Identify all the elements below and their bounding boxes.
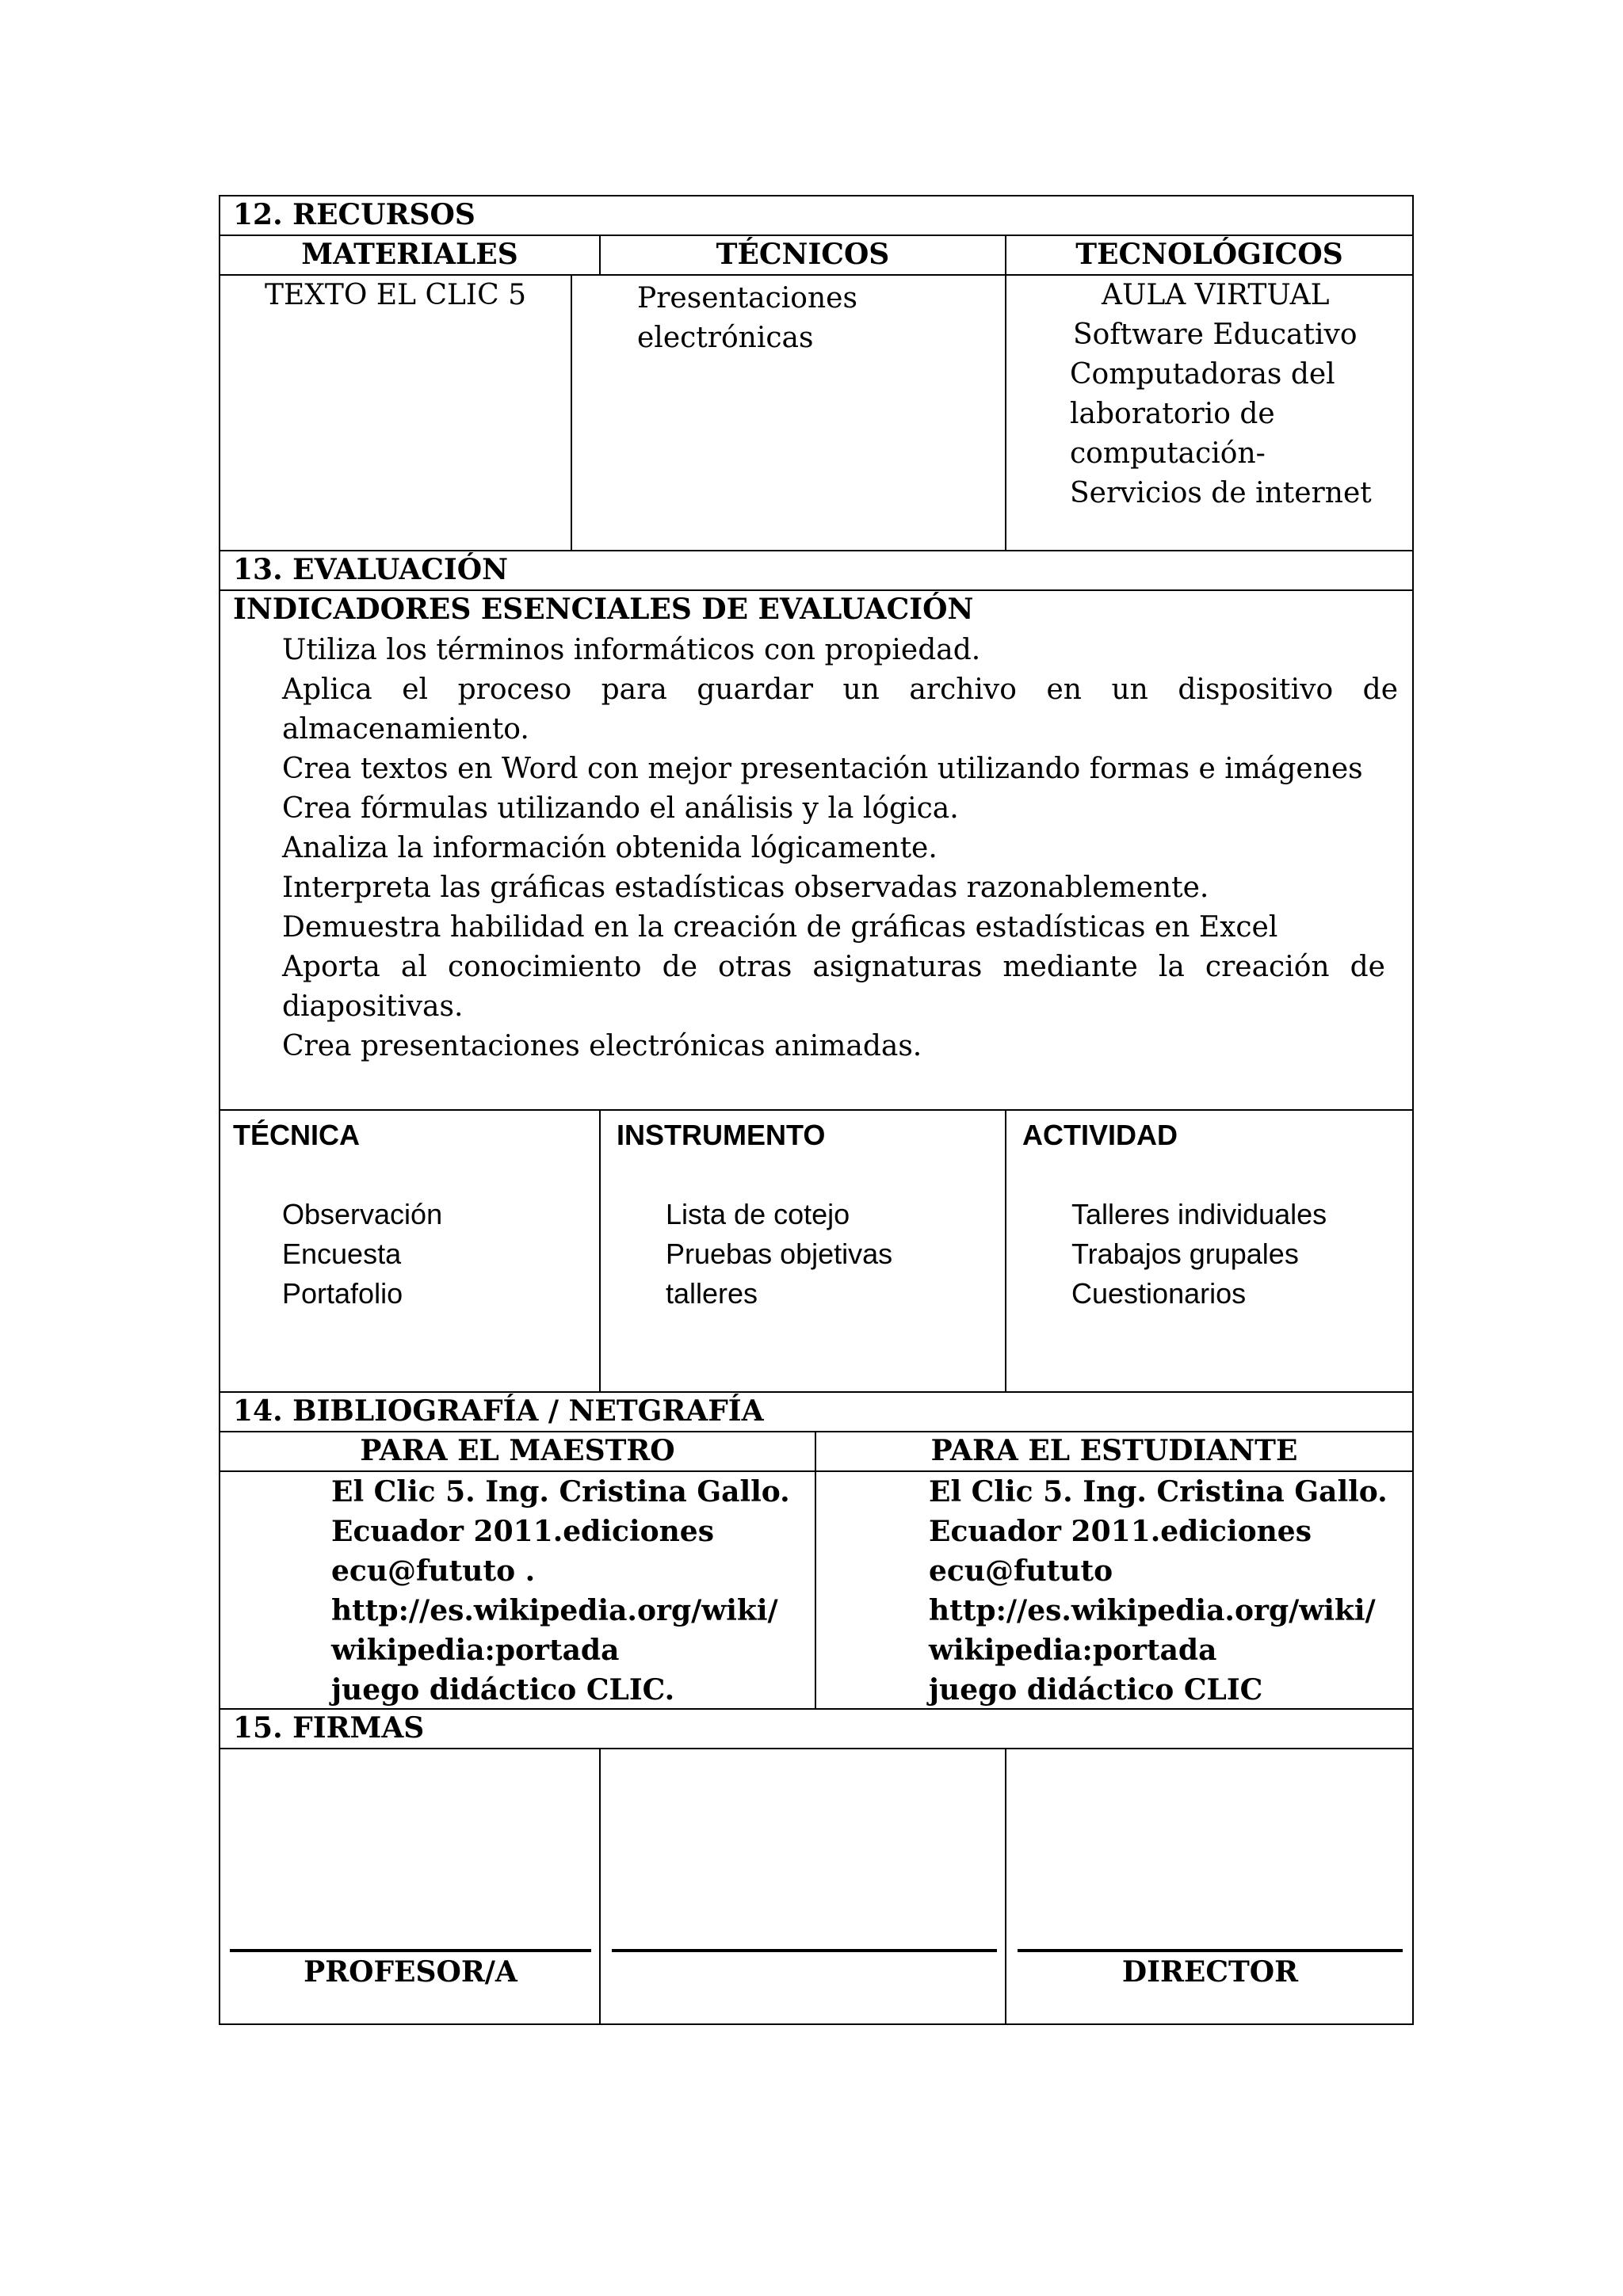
- indicator-item-justified: [282, 670, 1398, 710]
- tecnologicos-item: Computadoras del: [1070, 358, 1335, 391]
- header-tecnicos: TÉCNICOS: [716, 238, 890, 271]
- header-tecnica: TÉCNICA: [233, 1119, 360, 1151]
- tecnica-item: Portafolio: [282, 1277, 403, 1310]
- row-divider: [219, 1748, 1414, 1749]
- reference-line: Ecuador 2011.ediciones: [929, 1515, 1312, 1548]
- tecnicos-item: Presentaciones: [637, 282, 857, 315]
- header-para-maestro: PARA EL MAESTRO: [360, 1434, 675, 1467]
- col-divider: [599, 1748, 601, 2025]
- section-title-bibliografia: 14. BIBLIOGRAFÍA / NETGRAFÍA: [233, 1394, 764, 1428]
- indicators-list: [282, 631, 1398, 1066]
- signature-label-profesor: PROFESOR/A: [304, 1955, 517, 1989]
- reference-line: juego didáctico CLIC: [929, 1673, 1263, 1707]
- indicator-item: Analiza la información obtenida lógicamente.: [282, 832, 938, 864]
- header-tecnologicos: TECNOLÓGICOS: [1075, 238, 1343, 271]
- actividad-item: Talleres individuales: [1071, 1198, 1327, 1230]
- section-title-recursos: 12. RECURSOS: [233, 198, 475, 231]
- tecnologicos-item: Servicios de internet: [1070, 477, 1372, 509]
- indicator-item: diapositivas.: [282, 990, 464, 1023]
- actividad-list: [1071, 1195, 1327, 1314]
- instrumento-item: Lista de cotejo: [666, 1198, 850, 1230]
- reference-line: El Clic 5. Ing. Cristina Gallo.: [331, 1475, 790, 1508]
- maestro-references: [331, 1472, 790, 1710]
- reference-line: El Clic 5. Ing. Cristina Gallo.: [929, 1475, 1388, 1508]
- instrumento-item: talleres: [666, 1277, 758, 1310]
- tecnologicos-item: Software Educativo: [1073, 318, 1358, 351]
- header-actividad: ACTIVIDAD: [1022, 1119, 1178, 1151]
- actividad-item: Cuestionarios: [1071, 1277, 1247, 1310]
- materiales-item: TEXTO EL CLIC 5: [264, 279, 527, 311]
- tecnicos-list: [637, 279, 857, 358]
- tecnica-list: [282, 1195, 442, 1314]
- signature-label-director: DIRECTOR: [1121, 1955, 1299, 1989]
- section-title-evaluacion: 13. EVALUACIÓN: [233, 553, 508, 586]
- indicator-item: almacenamiento.: [282, 713, 529, 746]
- estudiante-references: [929, 1472, 1388, 1710]
- tecnica-item: Observación: [282, 1198, 443, 1230]
- materiales-list: [220, 276, 571, 315]
- header-materiales: MATERIALES: [301, 238, 518, 271]
- col-divider: [1005, 1748, 1006, 2025]
- tecnologicos-item: AULA VIRTUAL: [1102, 279, 1330, 311]
- indicator-item: Crea presentaciones electrónicas animadas.: [282, 1030, 922, 1062]
- tecnica-item: Encuesta: [282, 1238, 402, 1270]
- tecnologicos-item: computación-: [1070, 437, 1266, 470]
- tecnologicos-item: laboratorio de: [1070, 398, 1275, 430]
- actividad-item: Trabajos grupales: [1071, 1238, 1299, 1270]
- indicator-item: Interpreta las gráficas estadísticas observadas razonablemente.: [282, 871, 1209, 904]
- indicator-item: Aporta al conocimiento de otras asignaturas mediante la creación de: [282, 951, 1385, 983]
- tecnicos-item: electrónicas: [637, 322, 814, 354]
- col-divider: [599, 1109, 601, 1391]
- signature-line-middle: [612, 1949, 997, 1952]
- reference-line: juego didáctico CLIC.: [331, 1673, 675, 1707]
- reference-line: wikipedia:portada: [331, 1634, 620, 1667]
- reference-line: wikipedia:portada: [929, 1634, 1217, 1667]
- indicator-item: Crea textos en Word con mejor presentación utilizando formas e imágenes: [282, 753, 1363, 785]
- indicator-item: Demuestra habilidad en la creación de gráficas estadísticas en Excel: [282, 911, 1278, 944]
- col-divider: [815, 1431, 816, 1708]
- reference-line: http://es.wikipedia.org/wiki/: [331, 1594, 778, 1627]
- reference-line: Ecuador 2011.ediciones: [331, 1515, 714, 1548]
- section-title-firmas: 15. FIRMAS: [233, 1711, 425, 1745]
- instrumento-item: Pruebas objetivas: [666, 1238, 893, 1270]
- header-instrumento: INSTRUMENTO: [617, 1119, 826, 1151]
- col-divider: [571, 274, 572, 550]
- reference-line: ecu@fututo .: [331, 1554, 536, 1588]
- indicator-item: Aplica el proceso para guardar un archivo en un dispositivo de: [282, 673, 1398, 706]
- col-divider: [1005, 235, 1006, 550]
- indicators-title: INDICADORES ESENCIALES DE EVALUACIÓN: [233, 593, 974, 626]
- reference-line: http://es.wikipedia.org/wiki/: [929, 1594, 1376, 1627]
- tecnologicos-list: [1070, 276, 1372, 513]
- instrumento-list: [666, 1195, 892, 1314]
- reference-line: ecu@fututo: [929, 1554, 1113, 1588]
- indicator-item: Utiliza los términos informáticos con propiedad.: [282, 634, 981, 666]
- indicator-item: Crea fórmulas utilizando el análisis y la lógica.: [282, 792, 959, 825]
- row-divider: [219, 1109, 1414, 1111]
- header-para-estudiante: PARA EL ESTUDIANTE: [930, 1434, 1298, 1467]
- indicator-item-justified: [282, 948, 1385, 987]
- col-divider: [1005, 1109, 1006, 1391]
